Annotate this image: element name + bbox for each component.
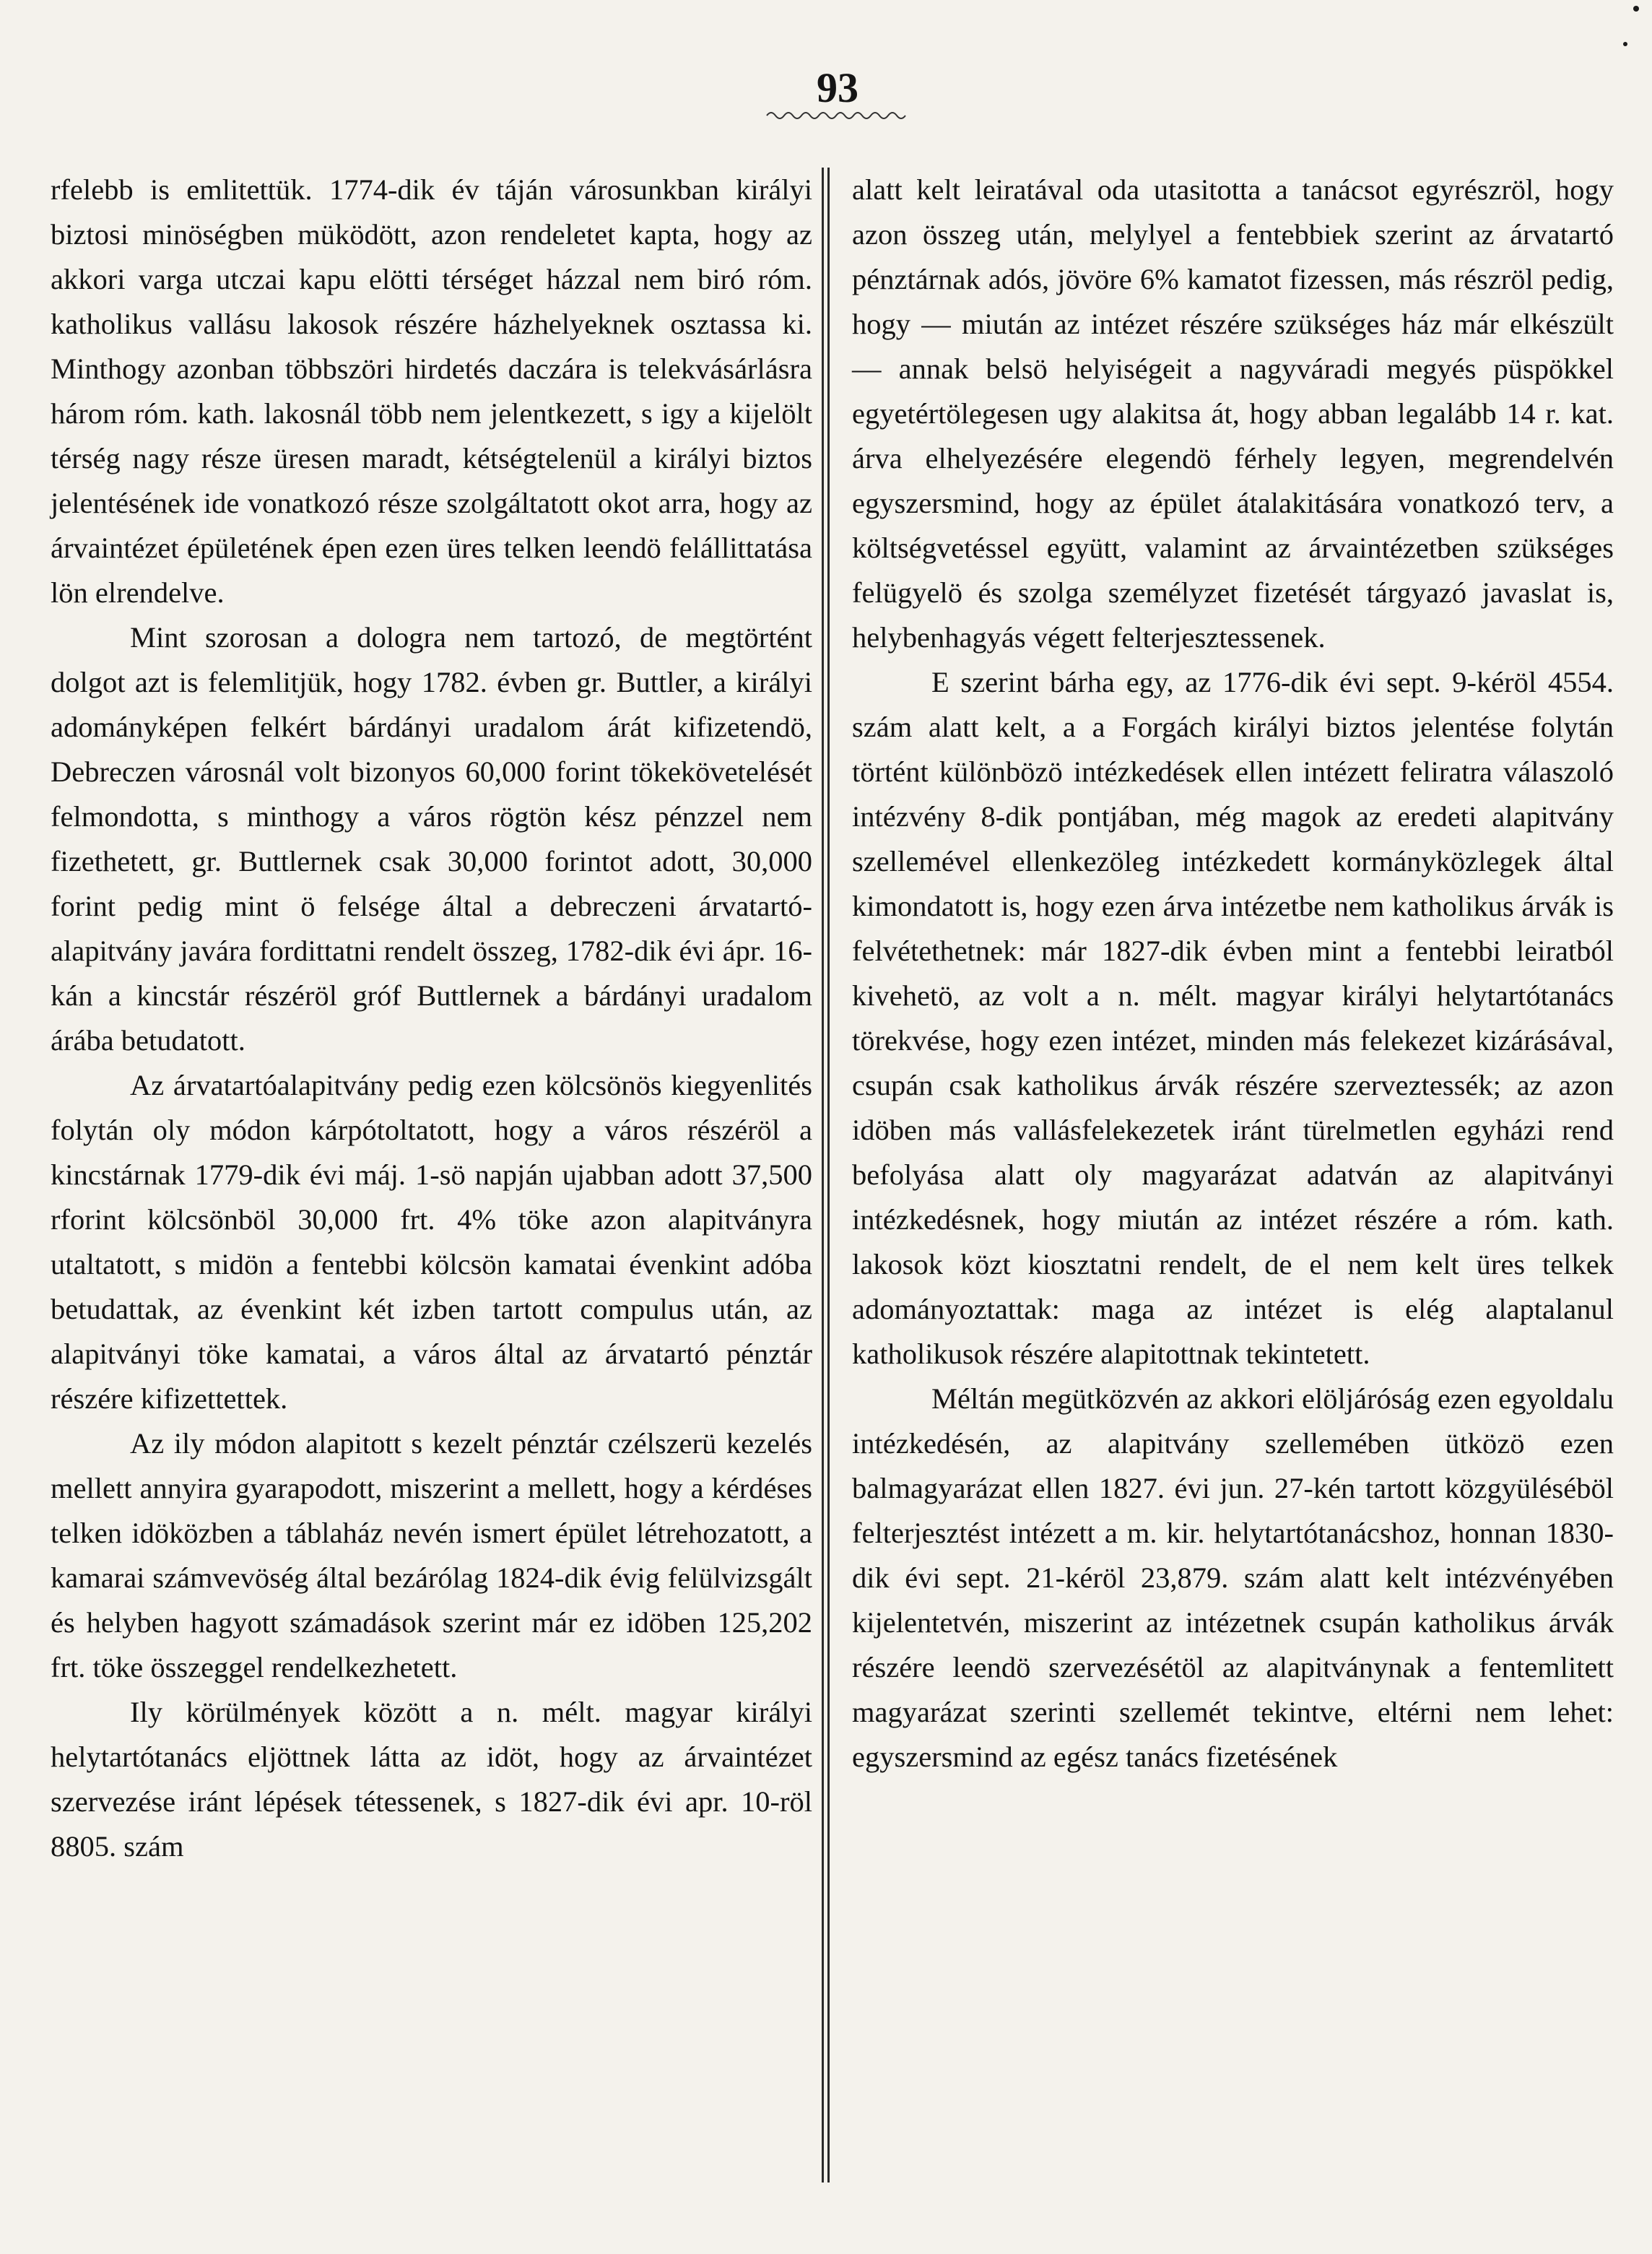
page-number: 93 (817, 64, 858, 111)
paragraph: rfelebb is emlitettük. 1774-dik év táján városunkban királyi biztosi minöségben müködött, azon rendeletet kapta, hogy az akkori varga utczai kapu elötti térséget házzal nem biró róm. katholikus vallásu lakosok részére házhelyeknek osztassa ki. Minthogy azonban többszöri hirdetés daczára is telekvásárlásra három róm. kath. lakosnál több nem jelentkezett, s igy a kijelölt térség nagy része üresen maradt, kétségtelenül a királyi biztos jelentésének ide vonatkozó része szolgáltatott okot arra, hogy az árvaintézet épületének épen ezen üres telken leendö felállittatása lön elrendelve. (51, 173, 812, 609)
left-column (51, 168, 812, 1869)
paragraph: Az ily módon alapitott s kezelt pénztár czélszerü kezelés mellett annyira gyarapodott, miszerint a mellett, hogy a kérdéses telken idöközben a táblaház nevén ismert épület létrehozatott, a kamarai számvevöség által bezárólag 1824-dik évig felülvizsgált és helyben hagyott számadások szerint már ez idöben 125,202 frt. töke összeggel rendelkezhetett. (51, 1427, 812, 1683)
paragraph: alatt kelt leiratával oda utasitotta a tanácsot egyrészröl, hogy azon összeg után, melylyel a fentebbiek szerint az árvatartó pénztárnak adós, jövöre 6% kamatot fizessen, más részröl pedig, hogy — miután az intézet részére szükséges ház már elkészült — annak belsö helyiségeit a nagyváradi megyés püspökkel egyetértölegesen ugy alakitsa át, hogy abban legalább 14 r. kat. árva elhelyezésére elegendö férhely legyen, megrendelvén egyszersmind, hogy az épület átalakitására vonatkozó terv, a költségvetéssel együtt, valamint az árvaintézetben szükséges felügyelö és szolga személyzet fizetését tárgyazó javaslat is, helybenhagyás végett felterjesztessenek. (852, 173, 1614, 654)
print-speck (1633, 6, 1639, 12)
column-divider-line (822, 168, 824, 2183)
paragraph: Ily körülmények között a n. mélt. magyar királyi helytartótanács eljöttnek látta az idöt, hogy az árvaintézet szervezése iránt lépések tétessenek, s 1827-dik évi apr. 10-röl 8805. szám (51, 1696, 812, 1863)
paragraph: Méltán megütközvén az akkori elöljáróság ezen egyoldalu intézkedésén, az alapitvány szellemében ütközö ezen balmagyarázat ellen 1827. évi jun. 27-kén tartott közgyüléséböl felterjesztést intézett a m. kir. helytartótanácshoz, honnan 1830-dik évi sept. 21-kéröl 23,879. szám alatt kelt intézvényében kijelentetvén, miszerint az intézetnek csupán katholikus árvák részére leendö szervezésétöl az alapitványnak a fentemlitett magyarázat szerinti szellemét tekintve, eltérni nem lehet: egyszersmind az egész tanács fizetésének (852, 1382, 1614, 1773)
paragraph: E szerint bárha egy, az 1776-dik évi sept. 9-kéröl 4554. szám alatt kelt, a a Forgách királyi biztos jelentése folytán történt különbözö intézkedések ellen intézett feliratra válaszoló intézvény 8-dik pontjában, még magok az eredeti alapitvány szellemével ellenkezöleg intézkedett kormányközlegek által kimondatott is, hogy ezen árva intézetbe nem katholikus árvák is felvétethetnek: már 1827-dik évben mint a fentebbi leiratból kivehetö, az volt a n. mélt. magyar királyi helytartótanács törekvése, hogy ezen intézet, minden más felekezet kizárásával, csupán csak katholikus árvák részére szerveztessék; az azon idöben más vallásfelekezetek iránt türelmetlen egyházi rend befolyása alatt oly magyarázat adatván az alapitványi intézkedésnek, hogy miután az intézet részére a róm. kath. lakosok közt kiosztatni rendelt, de el nem kelt üres telkek adományoztattak: maga az intézet is elég alaptalanul katholikusok részére alapitottnak tekintetett. (852, 666, 1614, 1370)
paragraph: Mint szorosan a dologra nem tartozó, de megtörtént dolgot azt is felemlitjük, hogy 1782. évben gr. Buttler, a királyi adományképen felkért bárdányi uradalom árát kifizetendö, Debreczen városnál volt bizonyos 60,000 forint tökekövetelését felmondotta, s minthogy a város rögtön kész pénzzel nem fizethetett, gr. Buttlernek csak 30,000 forintot adott, 30,000 forint pedig mint ö felsége által a debreczeni árvatartó-alapitvány javára fordittatni rendelt összeg, 1782-dik évi ápr. 16-kán a kincstár részéröl gróf Buttlernek a bárdányi uradalom árába betudatott. (51, 621, 812, 1057)
column-divider-line (827, 168, 830, 2183)
print-speck (1623, 42, 1627, 46)
paragraph: Az árvatartóalapitvány pedig ezen kölcsönös kiegyenlités folytán oly módon kárpótoltatott, hogy a város részéröl a kincstárnak 1779-dik évi máj. 1-sö napján ujabban adott 37,500 rforint kölcsönböl 30,000 frt. 4% töke azon alapitványra utaltatott, s midön a fentebbi kölcsön kamatai évenkint adóba betudattak, az évenkint két izben tartott compulus után, az alapitványi töke kamatai, a város által az árvatartó pénztár részére kifizettettek. (51, 1069, 812, 1415)
wavy-rule-ornament (765, 108, 910, 123)
right-column (852, 168, 1614, 1780)
